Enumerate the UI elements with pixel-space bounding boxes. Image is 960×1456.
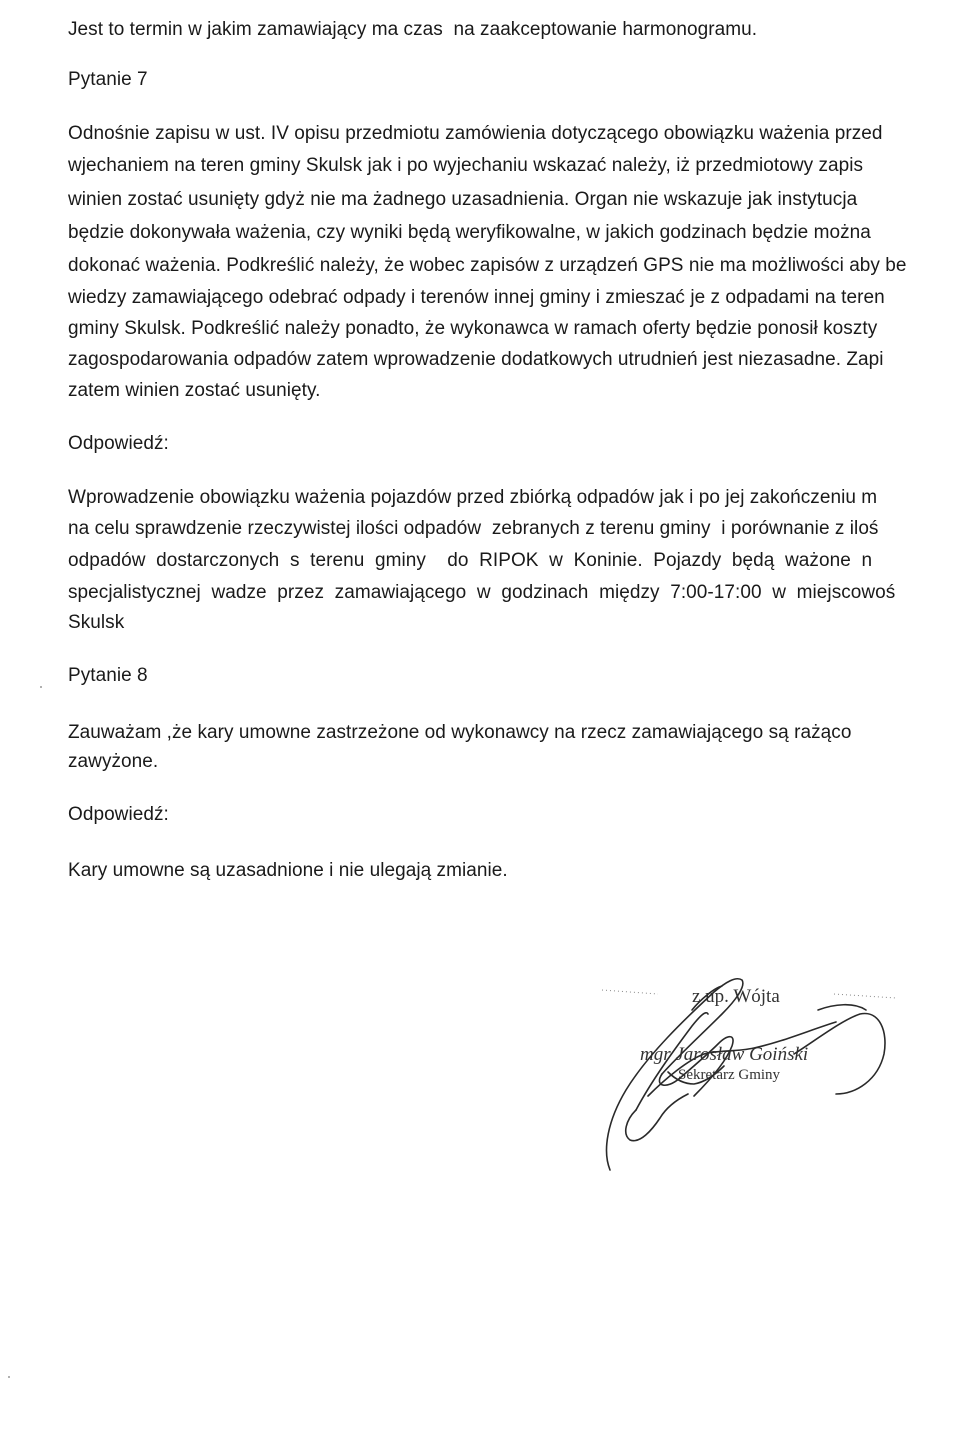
text-line: zagospodarowania odpadów zatem wprowadzenie dodatkowych utrudnień jest niezasadne. Zapi	[68, 349, 884, 370]
text-line: zatem winien zostać usunięty.	[68, 380, 321, 401]
text-line: Skulsk	[68, 612, 125, 633]
scan-speck	[8, 1376, 10, 1378]
text-line: dokonać ważenia. Podkreślić należy, że wobec zapisów z urządzeń GPS nie ma możliwości aby be	[68, 255, 907, 276]
text-line: Odnośnie zapisu w ust. IV opisu przedmiotu zamówienia dotyczącego obowiązku ważenia przed	[68, 123, 883, 144]
stamp-line-3: Sekretarz Gminy	[678, 1067, 781, 1083]
text-line: wiedzy zamawiającego odebrać odpady i terenów innej gminy i zmieszać je z odpadami na teren	[68, 287, 885, 308]
heading-answer: Odpowiedź:	[68, 433, 169, 454]
text-line: Jest to termin w jakim zamawiający ma czas na zaakceptowanie harmonogramu.	[68, 19, 758, 40]
handwritten-signature	[596, 970, 896, 1180]
text-line: Kary umowne są uzasadnione i nie ulegają zmianie.	[68, 860, 508, 881]
heading-answer: Odpowiedź:	[68, 804, 169, 825]
heading-question-8: Pytanie 8	[68, 665, 148, 686]
text-line: zawyżone.	[68, 751, 159, 772]
text-line: odpadów dostarczonych s terenu gminy do RIPOK w Koninie. Pojazdy będą ważone n	[68, 550, 873, 571]
text-line: Zauważam ,że kary umowne zastrzeżone od wykonawcy na rzecz zamawiającego są rażąco	[68, 722, 852, 743]
heading-question-7: Pytanie 7	[68, 69, 148, 90]
text-line: Wprowadzenie obowiązku ważenia pojazdów przed zbiórką odpadów jak i po jej zakończeniu m	[68, 487, 878, 508]
text-line: na celu sprawdzenie rzeczywistej ilości odpadów zebranych z terenu gminy i porównanie z iloś	[68, 518, 879, 539]
stamp-line-2: mgr Jarosław Goiński	[640, 1044, 809, 1065]
scan-speck	[40, 686, 42, 688]
signature-block	[596, 970, 896, 1180]
text-line: wjechaniem na teren gminy Skulsk jak i po wyjechaniu wskazać należy, iż przedmiotowy zapis	[68, 155, 864, 176]
text-line: specjalistycznej wadze przez zamawiającego w godzinach między 7:00-17:00 w miejscowoś	[68, 582, 896, 603]
text-line: będzie dokonywała ważenia, czy wyniki będą weryfikowalne, w jakich godzinach będzie można	[68, 222, 871, 243]
stamp-line-1: z up. Wójta	[692, 986, 780, 1007]
text-line: winien zostać usunięty gdyż nie ma żadnego uzasadnienia. Organ nie wskazuje jak instytucja	[68, 189, 858, 210]
text-line: gminy Skulsk. Podkreślić należy ponadto, że wykonawca w ramach oferty będzie ponosił koszty	[68, 318, 878, 339]
